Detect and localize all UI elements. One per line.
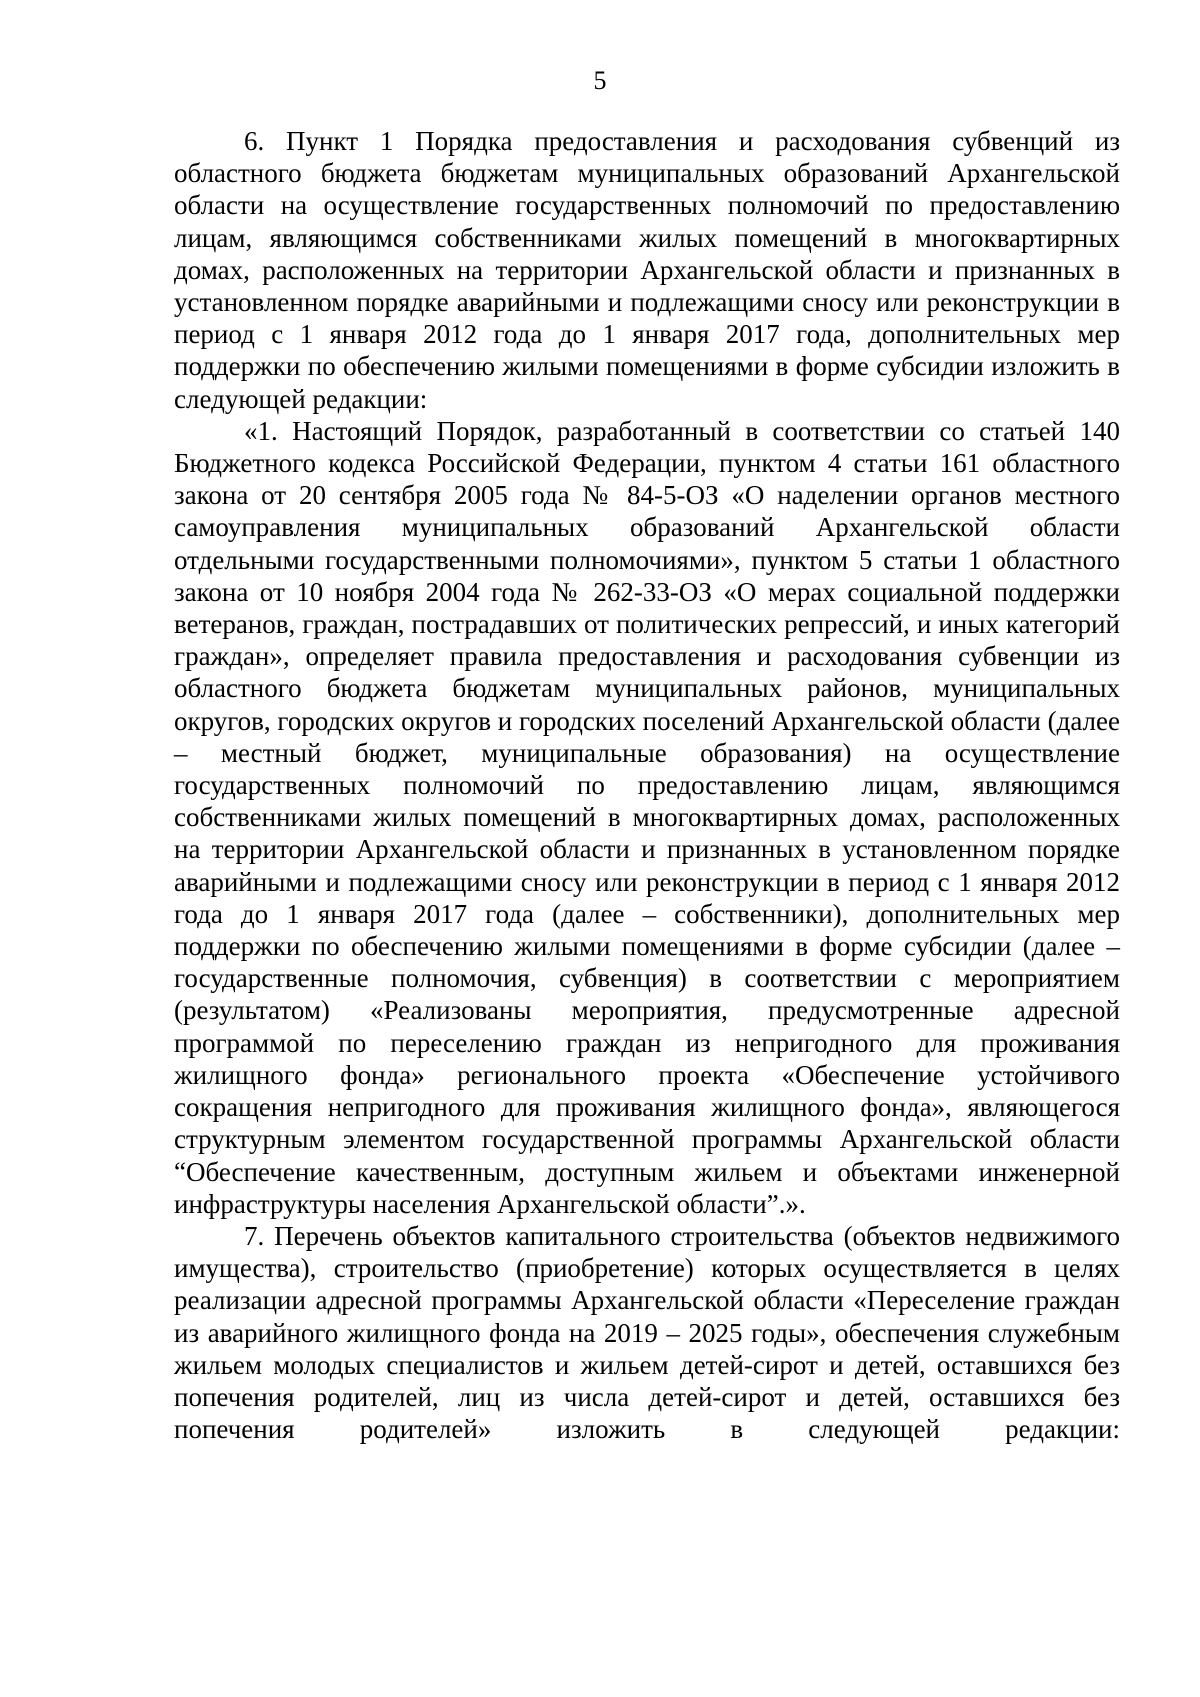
page-number: 5 xyxy=(593,66,607,95)
paragraph-quoted-item-1: «1. Настоящий Порядок, разработанный в соответствии со статьей 140 Бюджетного кодекса Российской Федерации, пунктом 4 статьи 161 областного закона от 20 сентября 2005 года № 84-5-ОЗ «О наделении органов местного самоуправления муниципальных образований Архангельской области отдельными государственными полномочиями», пунктом 5 статьи 1 областного закона от 10 ноября 2004 года № 262-33-ОЗ «О мерах социальной поддержки ветеранов, граждан, пострадавших от политических репрессий, и иных категорий граждан», определяет правила предоставления и расходования субвенции из областного бюджета бюджетам муниципальных районов, муниципальных округов, городских округов и городских поселений Архангельской области (далее – местный бюджет, муниципальные образования) на осуществление государственных полномочий по предоставлению лицам, являющимся собственниками жилых помещений в многоквартирных домах, расположенных на территории Архангельской области и признанных в установленном порядке аварийными и подлежащими сносу или реконструкции в период с 1 января 2012 года до 1 января 2017 года (далее – собственники), дополнительных мер поддержки по обеспечению жилыми помещениями в форме субсидии (далее – государственные полномочия, субвенция) в соответствии с мероприятием (результатом) «Реализованы мероприятия, предусмотренные адресной программой по переселению граждан из непригодного для проживания жилищного фонда» регионального проекта «Обеспечение устойчивого сокращения непригодного для проживания жилищного фонда», являющегося структурным элементом государственной программы Архангельской области “Обеспечение качественным, доступным жильем и объектами инженерной инфраструктуры населения Архангельской области”.». xyxy=(174,415,1120,1219)
paragraph-item-7: 7. Перечень объектов капитального строительства (объектов недвижимого имущества), строительство (приобретение) которых осуществляется в целях реализации адресной программы Архангельской области «Переселение граждан из аварийного жилищного фонда на 2019 – 2025 годы», обеспечения служебным жильем молодых специалистов и жильем детей-сирот и детей, оставшихся без попечения родителей, лиц из числа детей-сирот и детей, оставшихся без попечения родителей» изложить в следующей редакции: xyxy=(174,1220,1120,1445)
document-body xyxy=(174,125,1120,1445)
paragraph-item-6: 6. Пункт 1 Порядка предоставления и расходования субвенций из областного бюджета бюджетам муниципальных образований Архангельской области на осуществление государственных полномочий по предоставлению лицам, являющимся собственниками жилых помещений в многоквартирных домах, расположенных на территории Архангельской области и признанных в установленном порядке аварийными и подлежащими сносу или реконструкции в период с 1 января 2012 года до 1 января 2017 года, дополнительных мер поддержки по обеспечению жилыми помещениями в форме субсидии изложить в следующей редакции: xyxy=(174,126,1120,414)
